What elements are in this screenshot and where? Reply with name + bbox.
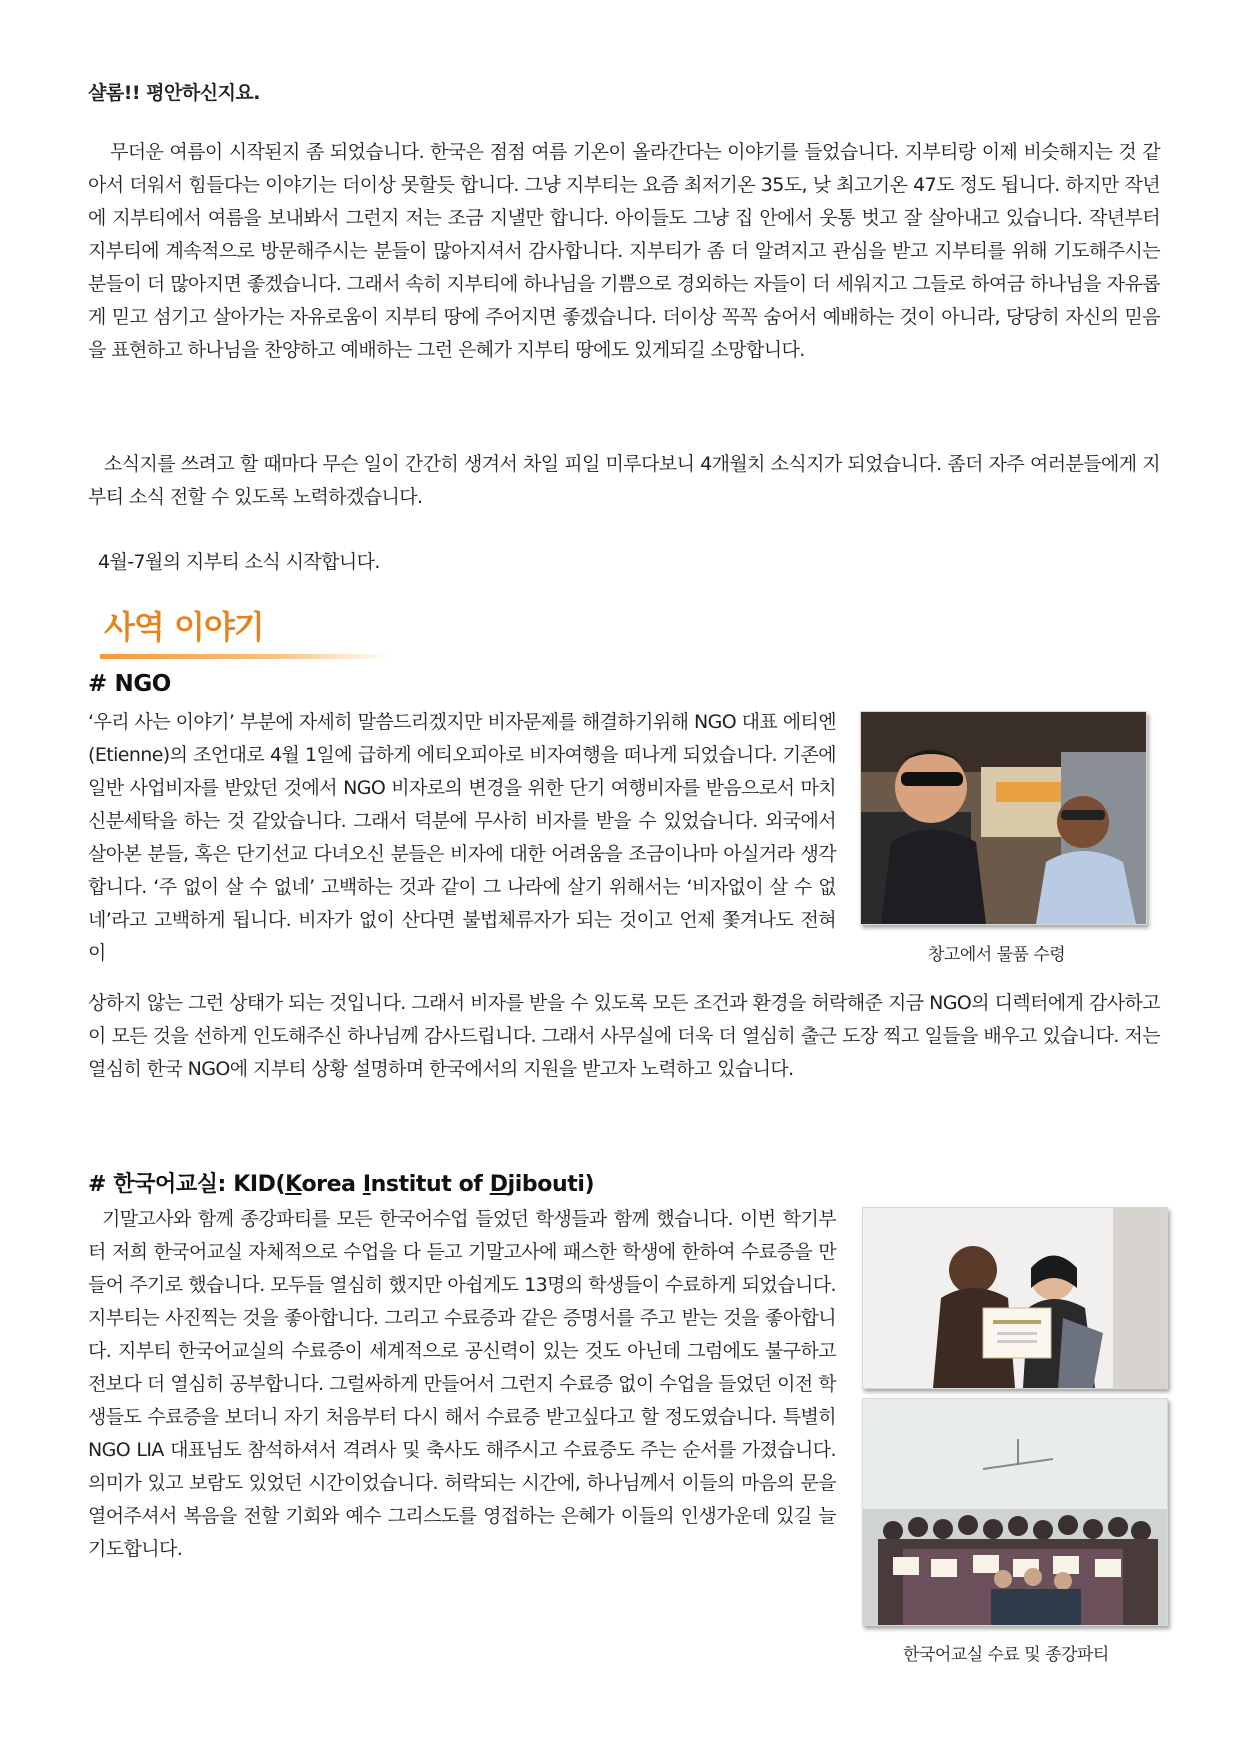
ngo-heading: # NGO	[88, 671, 171, 697]
kid-heading	[88, 1167, 594, 1198]
section-title: 사역 이야기	[104, 608, 264, 646]
kid-photo-caption: 한국어교실 수료 및 종강파티	[903, 1645, 1109, 1665]
section-underline	[100, 654, 390, 659]
kid-heading-jibouti: jibouti)	[507, 1172, 595, 1197]
car-selfie-image	[861, 712, 1146, 924]
kid-heading-nstitut: nstitut of	[370, 1172, 490, 1197]
kid-photo-certificate	[862, 1207, 1168, 1389]
kid-heading-prefix: # 한국어교실: KID(	[88, 1172, 286, 1197]
ngo-photo-caption: 창고에서 물품 수령	[928, 945, 1066, 965]
kid-text: 기말고사와 함께 종강파티를 모든 한국어수업 들었던 학생들과 함께 했습니다. 이번 학기부터 저희 한국어교실 자체적으로 수업을 다 듣고 기말고사에 패스한 학생에 한하여 수료증을 만들어 주기로 했습니다. 모두들 열심히 했지만 아쉽게도 13명의 학생들이 수료하게 되었습니다. 지부티는 사진찍는 것을 좋아합니다. 그리고 수료증과 같은 증명서를 주고 받는 것을 좋아합니다. 지부티 한국어교실의 수료증이 세계적으로 공신력이 있는 것도 아닌데 그럼에도 불구하고 전보다 더 열심히 공부합니다. 그럴싸하게 만들어서 그런지 수료증 없이 수업을 들었던 이전 학생들도 수료증을 보더니 자기 처음부터 다시 해서 수료증 받고싶다고 할 정도였습니다. 특별히 NGO LIA 대표님도 참석하셔서 격려사 및 축사도 해주시고 수료증도 주는 순서를 가졌습니다. 의미가 있고 보람도 있었던 시간이었습니다. 허락되는 시간에, 하나님께서 이들의 마음의 문을 열어주셔서 복음을 전할 기회와 예수 그리스도를 영접하는 은혜가 이들의 인생가운데 있길 늘 기도합니다.	[88, 1208, 836, 1560]
greeting: 샬롬!! 평안하신지요.	[88, 82, 260, 104]
intro-paragraph-2: 소식지를 쓰려고 할 때마다 무슨 일이 간간히 생겨서 차일 피일 미루다보니 4개월치 소식지가 되었습니다. 좀더 자주 여러분들에게 지부티 소식 전할 수 있도록 노력하겠습니다.	[88, 453, 1160, 508]
ngo-text-column: ‘우리 사는 이야기’ 부분에 자세히 말씀드리겠지만 비자문제를 해결하기위해 NGO 대표 에티엔(Etienne)의 조언대로 4월 1일에 급하게 에티오피아로 비자여행을 떠나게 되었습니다. 기존에 일반 사업비자를 받았던 것에서 NGO 비자로의 변경을 위한 단기 여행비자를 받음으로서 마치 신분세탁을 하는 것 같았습니다. 그래서 덕분에 무사히 비자를 받을 수 있었습니다. 외국에서 살아본 분들, 혹은 단기선교 다녀오신 분들은 비자에 대한 어려움을 조금이나마 아실거라 생각합니다. ‘주 없이 살 수 없네’ 고백하는 것과 같이 그 나라에 살기 위해서는 ‘비자없이 살 수 없네’라고 고백하게 됩니다. 비자가 없이 산다면 불법체류자가 되는 것이고 언제 쫓겨나도 전혀 이	[88, 711, 836, 964]
ngo-text-full: 상하지 않는 그런 상태가 되는 것입니다. 그래서 비자를 받을 수 있도록 모든 조건과 환경을 허락해준 지금 NGO의 디렉터에게 감사하고 이 모든 것을 선하게 인도해주신 하나님께 감사드립니다. 그래서 사무실에 더욱 더 열심히 출근 도장 찍고 일들을 배우고 있습니다. 저는 열심히 한국 NGO에 지부티 상황 설명하며 한국에서의 지원을 받고자 노력하고 있습니다.	[88, 992, 1160, 1080]
group-photo-image	[863, 1399, 1167, 1625]
kid-heading-d: D	[489, 1172, 508, 1197]
kid-heading-k: K	[285, 1172, 302, 1197]
kid-heading-i: I	[362, 1172, 371, 1197]
ngo-photo	[860, 711, 1147, 925]
kid-heading-orea: orea	[301, 1172, 363, 1197]
certificate-photo-image	[863, 1208, 1167, 1388]
intro-paragraph-1: 무더운 여름이 시작된지 좀 되었습니다. 한국은 점점 여름 기온이 올라간다는 이야기를 들었습니다. 지부티랑 이제 비슷해지는 것 같아서 더워서 힘들다는 이야기는 더이상 못할듯 합니다. 그냥 지부티는 요즘 최저기온 35도, 낮 최고기온 47도 정도 됩니다. 하지만 작년에 지부티에서 여름을 보내봐서 그런지 저는 조금 지낼만 합니다. 아이들도 그냥 집 안에서 웃통 벗고 잘 살아내고 있습니다. 작년부터 지부티에 계속적으로 방문해주시는 분들이 많아지셔서 감사합니다. 지부티가 좀 더 알려지고 관심을 받고 지부티를 위해 기도해주시는 분들이 더 많아지면 좋겠습니다. 그래서 속히 지부티에 하나님을 기쁨으로 경외하는 자들이 더 세워지고 그들로 하여금 하나님을 자유롭게 믿고 섬기고 살아가는 자유로움이 지부티 땅에 주어지면 좋겠습니다. 더이상 꼭꼭 숨어서 예배하는 것이 아니라, 당당히 자신의 믿음을 표현하고 하나님을 찬양하고 예배하는 그런 은혜가 지부티 땅에도 있게되길 소망합니다.	[88, 141, 1160, 361]
kid-photo-group	[862, 1398, 1168, 1626]
intro-paragraph-3: 4월-7월의 지부티 소식 시작합니다.	[98, 551, 380, 573]
